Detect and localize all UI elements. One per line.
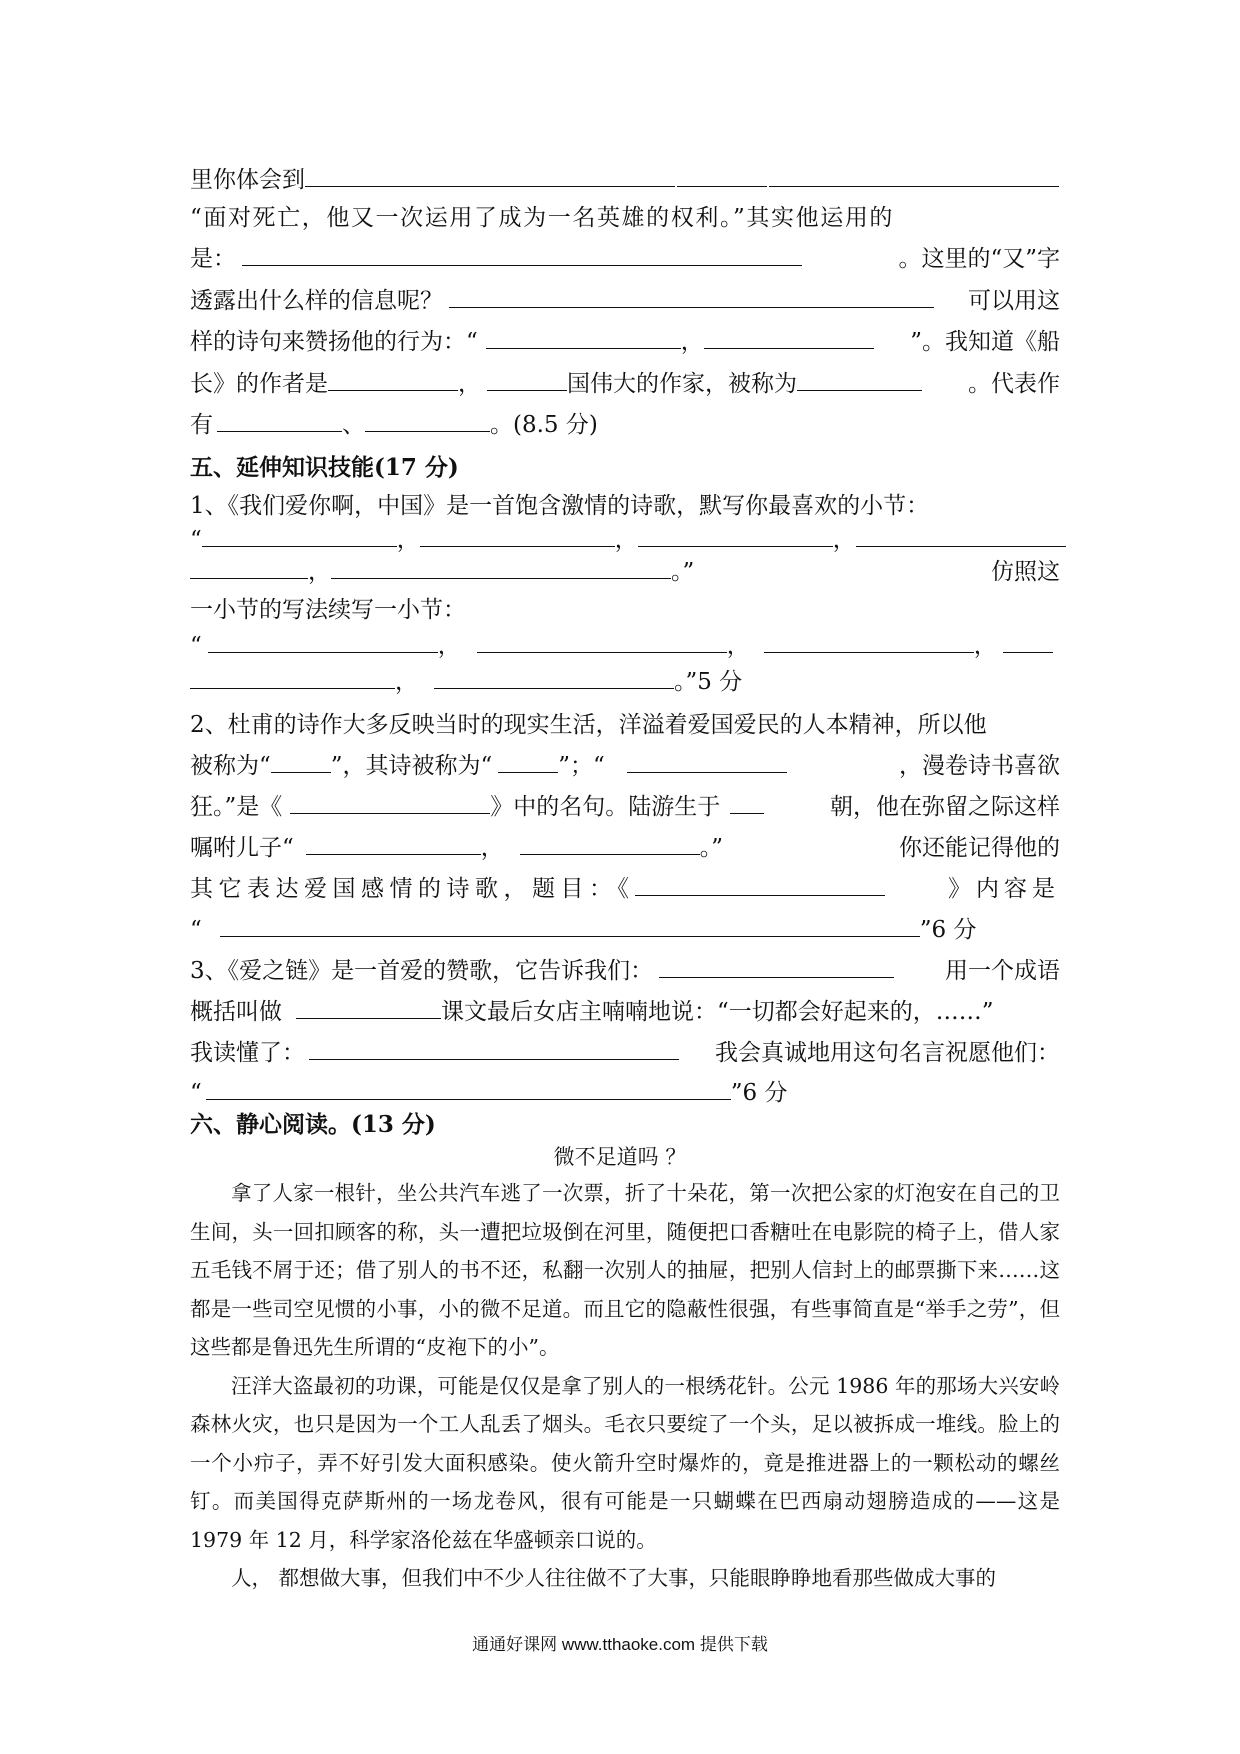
q4-line-1 (190, 160, 1060, 200)
answer-blank[interactable] (730, 787, 764, 814)
answer-blank[interactable] (449, 281, 934, 308)
q4-line-4: 透露出什么样的信息呢？ 可以用这 (190, 281, 1060, 321)
section5-heading: 五、延伸知识技能(17 分) (190, 454, 459, 481)
answer-blank[interactable] (202, 520, 397, 547)
paragraph-2: 汪洋大盗最初的功课，可能是仅仅是拿了别人的一根绣花针。公元 1986 年的那场大兴安岭森林火灾，也只是因为一个工人乱丢了烟头。毛衣只要绽了一个头，足以被拆成一堆线。脸上的一个小疖子，弄不好引发大面积感染。使火箭升空时爆炸的，竟是推进器上的一颗松动的螺丝钉。而美国得克萨斯州的一场龙卷风，很有可能是一只蝴蝶在巴西扇动翅膀造成的——这是 1979 年 12 月，科学家洛伦兹在华盛顿亲口说的。 (190, 1373, 1060, 1552)
q4-line-2 (190, 198, 1060, 238)
q2-line-2: 被称为“ ”，其诗被称为“ ”；“ ，漫卷诗书喜欲 (190, 746, 1060, 786)
answer-blank[interactable] (365, 405, 490, 432)
q4-line-5: 样的诗句来赞扬他的行为：“ ， ”。我知道《船 (190, 322, 1060, 362)
answer-blank[interactable] (638, 520, 833, 547)
paragraph-3: 人， 都想做大事，但我们中不少人往往做不了大事，只能眼睁睁地看那些做成大事的 (231, 1566, 997, 1590)
answer-blank[interactable] (328, 364, 458, 391)
q1-line-3: ， 。” 仿照这 (190, 552, 1060, 592)
q2-line-4: 嘱咐儿子“ ， 。” 你还能记得他的 (190, 828, 1060, 868)
answer-blank[interactable] (420, 520, 615, 547)
q3-line-4: “ ”6 分 (190, 1073, 1060, 1113)
answer-blank[interactable] (477, 626, 727, 653)
q4-line-7: 有 、 。(8.5 分) (190, 405, 1060, 445)
answer-blank[interactable] (677, 160, 767, 187)
answer-blank[interactable] (309, 1033, 679, 1060)
q1-line-2: “ ， ， ， (190, 520, 1060, 560)
answer-blank[interactable] (306, 828, 481, 855)
answer-blank[interactable] (206, 1073, 731, 1100)
answer-blank[interactable] (627, 746, 787, 773)
paragraph-1: 拿了人家一根针，坐公共汽车逃了一次票，折了十朵花，第一次把公家的灯泡安在自己的卫生间，头一回扣顾客的称，头一遭把垃圾倒在河里，随便把口香糖吐在电影院的椅子上，借人家五毛钱不屑于还；借了别人的书不还，私翻一次别人的抽屉，把别人信封上的邮票撕下来……这都是一些司空见惯的小事，小的微不足道。而且它的隐蔽性很强，有些事简直是“举手之劳”，但这些都是鲁迅先生所谓的“皮袍下的小”。 (190, 1181, 1060, 1359)
answer-blank[interactable] (498, 746, 558, 773)
q4-text: 里你体会到 (190, 167, 305, 193)
q1-intro: 1、《我们爱你啊，中国》是一首饱含激情的诗歌，默写你最喜欢的小节： (190, 493, 930, 519)
answer-blank[interactable] (217, 405, 342, 432)
q1-line-6: ， 。”5 分 (190, 662, 1060, 702)
q2-line-1: 2、杜甫的诗作大多反映当时的现实生活，洋溢着爱国爱民的人本精神，所以他 (190, 712, 987, 738)
q1-line-5: “ ， ， ， (190, 626, 1060, 666)
q3-line-2: 概括叫做 课文最后女店主喃喃地说：“一切都会好起来的，……” (190, 992, 1060, 1032)
answer-blank[interactable] (190, 662, 395, 689)
answer-blank[interactable] (659, 951, 894, 978)
answer-blank[interactable] (290, 787, 490, 814)
answer-blank[interactable] (220, 910, 920, 937)
q2-line-6: “ ”6 分 (190, 910, 1060, 950)
answer-blank[interactable] (305, 160, 675, 187)
answer-blank[interactable] (764, 626, 974, 653)
q4-text: “面对死亡，他又一次运用了成为一名英雄的权利。”其实他运用的 (190, 205, 895, 231)
answer-blank[interactable] (434, 662, 674, 689)
q4-line-6: 长》的作者是 ， 国伟大的作家，被称为 。代表作 (190, 364, 1060, 404)
q3-line-1: 3、《爱之链》是一首爱的赞歌，它告诉我们： 用一个成语 (190, 951, 1060, 991)
answer-blank[interactable] (271, 746, 331, 773)
answer-blank[interactable] (635, 869, 885, 896)
q2-line-5: 其它表达爱国感情的诗歌，题目：《 》内容是 (190, 869, 1060, 909)
answer-blank[interactable] (486, 322, 681, 349)
answer-blank[interactable] (296, 992, 441, 1019)
answer-blank[interactable] (208, 626, 438, 653)
section6-heading: 六、静心阅读。(13 分) (190, 1111, 436, 1138)
answer-blank[interactable] (1003, 626, 1053, 653)
footer-credit: 通通好课网 www.tthaoke.com 提供下载 (472, 1635, 768, 1654)
reading-title: 微不足道吗 ？ (553, 1145, 687, 1169)
answer-blank[interactable] (704, 322, 874, 349)
answer-blank[interactable] (797, 364, 922, 391)
reading-passage (190, 1174, 1060, 1598)
q4-line-3: 是： 。这里的“又”字 (190, 239, 1060, 279)
q3-line-3: 我读懂了： 我会真诚地用这句名言祝愿他们： (190, 1033, 1060, 1073)
answer-blank[interactable] (769, 160, 1059, 187)
answer-blank[interactable] (520, 828, 700, 855)
answer-blank[interactable] (242, 239, 802, 266)
q1-line-4: 一小节的写法续写一小节： (190, 597, 466, 623)
answer-blank[interactable] (856, 520, 1066, 547)
answer-blank[interactable] (190, 552, 308, 579)
answer-blank[interactable] (331, 552, 671, 579)
q2-line-3: 狂。”是《 》中的名句。陆游生于 朝，他在弥留之际这样 (190, 787, 1060, 827)
answer-blank[interactable] (487, 364, 567, 391)
